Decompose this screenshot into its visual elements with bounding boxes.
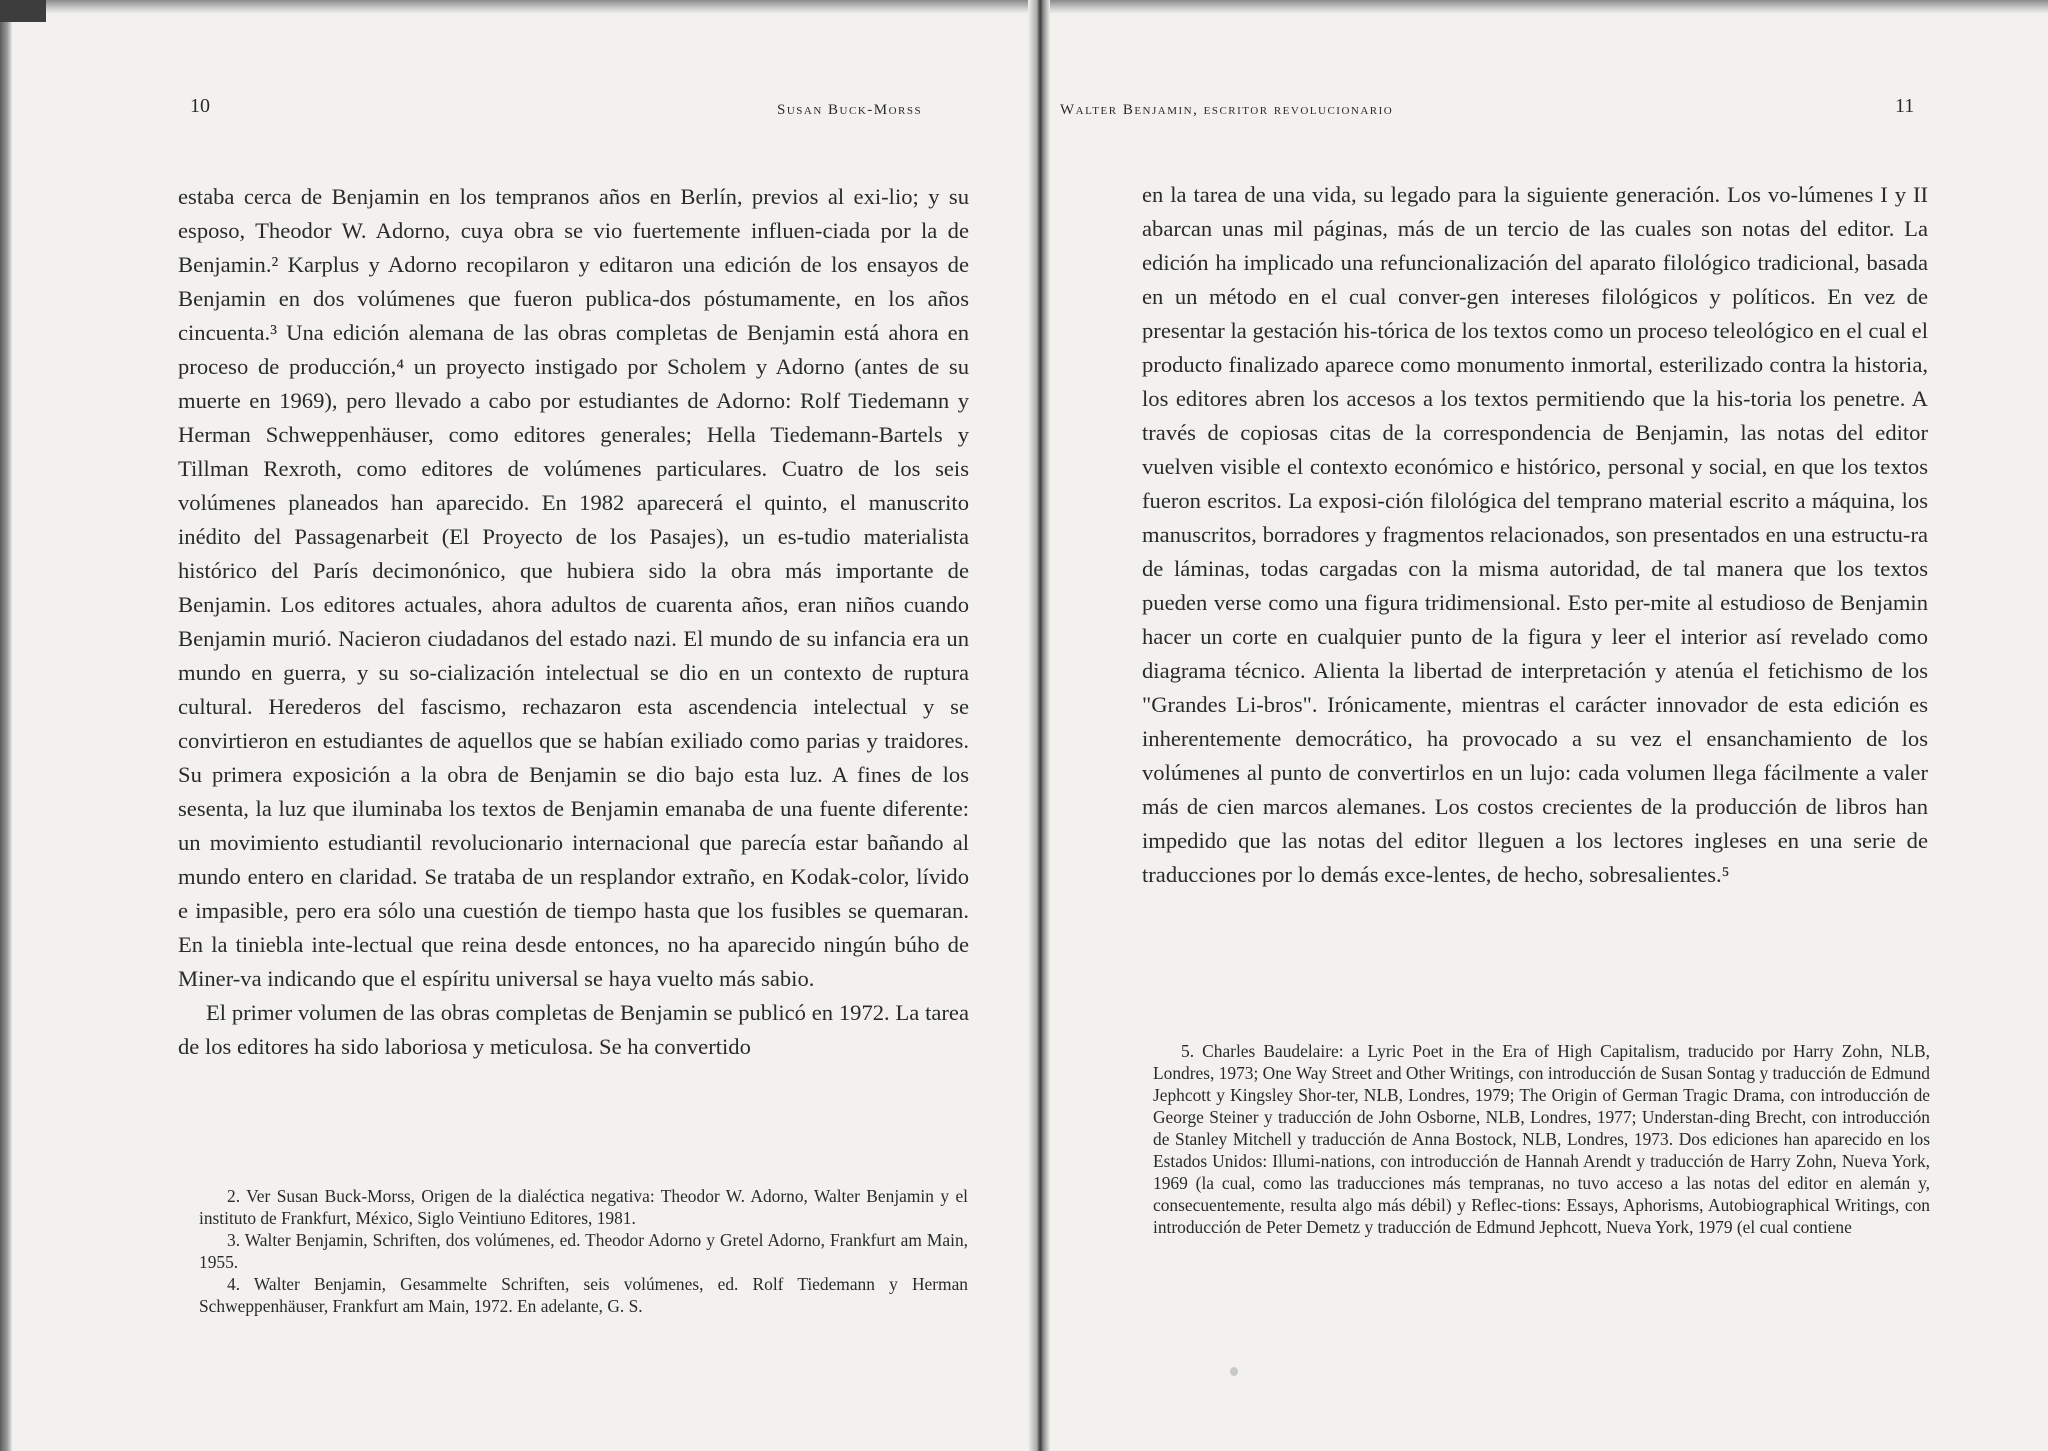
footnote: 3. Walter Benjamin, Schriften, dos volúmenes, ed. Theodor Adorno y Gretel Adorno, Frankfurt am Main, 1955. bbox=[199, 1230, 968, 1272]
running-head: Susan Buck-Morss bbox=[777, 102, 923, 118]
footnotes bbox=[1153, 1040, 1930, 1238]
paragraph: El primer volumen de las obras completas de Benjamin se publicó en 1972. La tarea de los editores ha sido laboriosa y meticulosa. Se ha convertido bbox=[178, 1000, 969, 1059]
paragraph: estaba cerca de Benjamin en los tempranos años en Berlín, previos al exi-lio; y su esposo, Theodor W. Adorno, cuya obra se vio fuertemente influen-ciada por la de Benjamin.² Karplus y Adorno recopilaron y editaron una edición de los ensayos de Benjamin en dos volúmenes que fueron publica-dos póstumamente, en los años cincuenta.³ Una edición alemana de las obras completas de Benjamin está ahora en proceso de producción,⁴ un proyecto instigado por Scholem y Adorno (antes de su muerte en 1969), pero llevado a cabo por estudiantes de Adorno: Rolf Tiedemann y Herman Schweppenhäuser, como editores generales; Hella Tiedemann-Bartels y Tillman Rexroth, como editores de volúmenes particulares. Cuatro de los seis volúmenes planeados han aparecido. En 1982 aparecerá el quinto, el manuscrito inédito del Passagenarbeit (El Proyecto de los Pasajes), un es-tudio materialista histórico del París decimonónico, que hubiera sido la obra más importante de Benjamin. Los editores actuales, ahora adultos de cuarenta años, eran niños cuando Benjamin murió. Nacieron ciudadanos del estado nazi. El mundo de su infancia era un mundo en guerra, y su so-cialización intelectual se dio en un contexto de ruptura cultural. Herederos del fascismo, rechazaron esta ascendencia intelectual y se convirtieron en estudiantes de aquellos que se habían exiliado como parias y traidores. Su primera exposición a la obra de Benjamin se dio bajo esta luz. A fines de los sesenta, la luz que iluminaba los textos de Benjamin emanaba de una fuente diferente: un movimiento estudiantil revolucionario internacional que parecía estar bañando al mundo entero en claridad. Se trataba de un resplandor extraño, en Kodak-color, lívido e impasible, pero era sólo una cuestión de tiempo hasta que los fusibles se quemaran. En la tiniebla inte-lectual que reina desde entonces, no ha aparecido ningún búho de Miner-va indicando que el espíritu universal se haya vuelto más sabio. bbox=[178, 184, 969, 991]
footnotes bbox=[199, 1185, 968, 1317]
book-gutter bbox=[1028, 0, 1050, 1451]
left-page bbox=[12, 0, 1028, 1451]
scan-speck bbox=[1230, 1367, 1238, 1376]
body-text bbox=[178, 180, 969, 1064]
footnote: 4. Walter Benjamin, Gesammelte Schriften, seis volúmenes, ed. Rolf Tiedemann y Herman Schweppenhäuser, Frankfurt am Main, 1972. En adelante, G. S. bbox=[199, 1274, 968, 1316]
body-text bbox=[1142, 178, 1928, 892]
page-number: 10 bbox=[190, 95, 210, 117]
running-head: Walter Benjamin, escritor revolucionario bbox=[1060, 102, 1394, 118]
page-left-edge bbox=[0, 0, 12, 1451]
page-number: 11 bbox=[1895, 95, 1915, 117]
footnote: 5. Charles Baudelaire: a Lyric Poet in the Era of High Capitalism, traducido por Harry Zohn, NLB, Londres, 1973; One Way Street and Other Writings, con introducción de Susan Sontag y traducción de Edmund Jephcott y Kingsley Shor-ter, NLB, Londres, 1979; The Origin of German Tragic Drama, con introducción de George Steiner y traducción de John Osborne, NLB, Londres, 1977; Understan-ding Brecht, con introducción de Stanley Mitchell y traducción de Anna Bostock, NLB, Londres, 1973. Dos ediciones han aparecido en los Estados Unidos: Illumi-nations, con introducción de Hannah Arendt y traducción de Harry Zohn, Nueva York, 1969 (la cual, como las traducciones más tempranas, no tuvo acceso a las notas del editor en alemán y, consecuentemente, resulta algo más débil) y Reflec-tions: Essays, Aphorisms, Autobiographical Writings, con introducción de Peter Demetz y traducción de Edmund Jephcott, Nueva York, 1979 (el cual contiene bbox=[1153, 1041, 1930, 1237]
right-page bbox=[1050, 0, 2048, 1451]
paragraph: en la tarea de una vida, su legado para la siguiente generación. Los vo-lúmenes I y II abarcan unas mil páginas, más de un tercio de las cuales son notas del editor. La edición ha implicado una refuncionalización del aparato filológico tradicional, basada en un método en el cual conver-gen intereses filológicos y políticos. En vez de presentar la gestación his-tórica de los textos como un proceso teleológico en el cual el producto finalizado aparece como monumento inmortal, esterilizado contra la historia, los editores abren los accesos a los textos permitiendo que la his-toria los penetre. A través de copiosas citas de la correspondencia de Benjamin, las notas del editor vuelven visible el contexto económico e histórico, personal y social, en que los textos fueron escritos. La exposi-ción filológica del temprano material escrito a máquina, los manuscritos, borradores y fragmentos relacionados, son presentados en una estructu-ra de láminas, todas cargadas con la misma autoridad, de tal manera que los textos pueden verse como una figura tridimensional. Esto per-mite al estudioso de Benjamin hacer un corte en cualquier punto de la figura y leer el interior así revelado como diagrama técnico. Alienta la libertad de interpretación y atenúa el fetichismo de los "Grandes Li-bros". Irónicamente, mientras el carácter innovador de esta edición es inherentemente democrático, ha provocado a su vez el ensanchamiento de los volúmenes al punto de convertirlos en un lujo: cada volumen llega fácilmente a valer más de cien marcos alemanes. Los costos crecientes de la producción de libros han impedido que las notas del editor lleguen a los lectores ingleses en una serie de traducciones por lo demás exce-lentes, de hecho, sobresalientes.⁵ bbox=[1142, 182, 1928, 887]
footnote: 2. Ver Susan Buck-Morss, Origen de la dialéctica negativa: Theodor W. Adorno, Walter Benjamin y el instituto de Frankfurt, México, Siglo Veintiuno Editores, 1981. bbox=[199, 1186, 968, 1228]
